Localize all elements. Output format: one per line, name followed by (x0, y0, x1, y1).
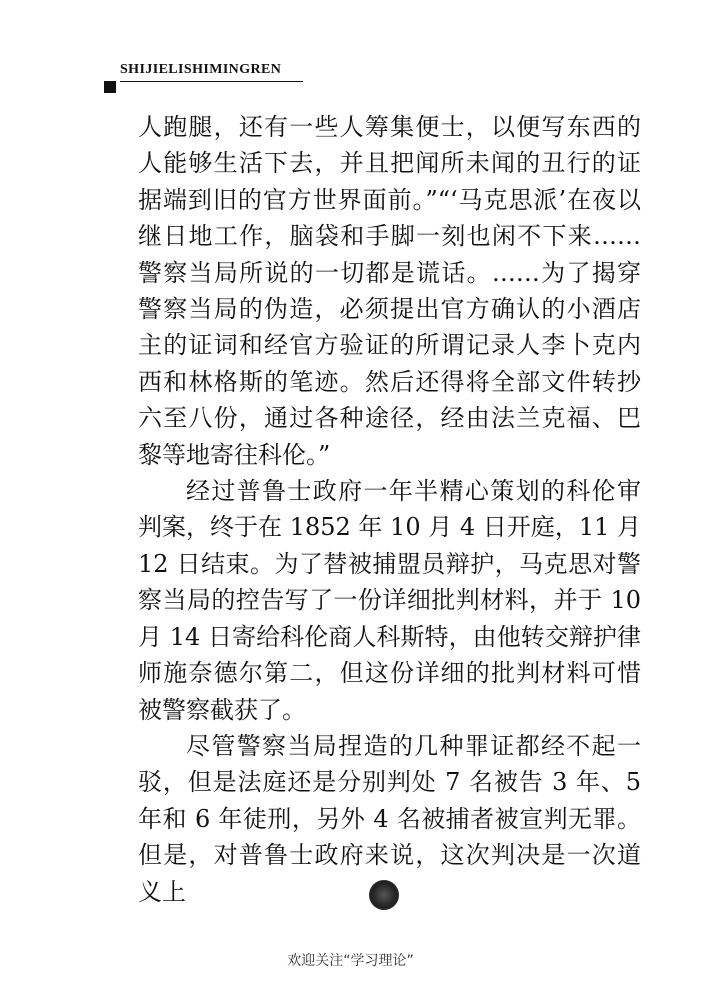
main-text (138, 109, 641, 910)
corner-square-mark (104, 81, 116, 93)
page-seal-icon (369, 880, 399, 910)
paragraph-2: 经过普鲁士政府一年半精心策划的科伦审判案，终于在 1852 年 10 月 4 日开庭，11 月 12 日结束。为了替被捕盟员辩护，马克思对警察当局的控告写了一份详细批判材料，并于 10 月 14 日寄给科伦商人科斯特，由他转交辩护律师施奈德尔第二，但这份详细的批判材料可惜被警察截获了。 (138, 477, 641, 724)
paragraph-3: 尽管警察当局捏造的几种罪证都经不起一驳，但是法庭还是分别判处 7 名被告 3 年、5 年和 6 年徒刑，另外 4 名被捕者被宣判无罪。但是，对普鲁士政府来说，这次判决是一次道义上 (138, 731, 641, 906)
header-rule (120, 81, 303, 82)
paragraph-1: 人跑腿，还有一些人筹集便士，以便写东西的人能够生活下去，并且把闻所未闻的丑行的证据端到旧的官方世界面前。”“‘马克思派’在夜以继日地工作，脑袋和手脚一刻也闲不下来……警察当局所说的一切都是谎话。……为了揭穿警察当局的伪造，必须提出官方确认的小酒店主的证词和经官方验证的所谓记录人李卜克内西和林格斯的笔迹。然后还得将全部文件转抄六至八份，通过各种途径，经由法兰克福、巴黎等地寄往科伦。” (138, 113, 641, 469)
footer-note: 欢迎关注“学习理论” (287, 953, 414, 969)
running-header-title: SHIJIELISHIMINGREN (120, 62, 282, 77)
